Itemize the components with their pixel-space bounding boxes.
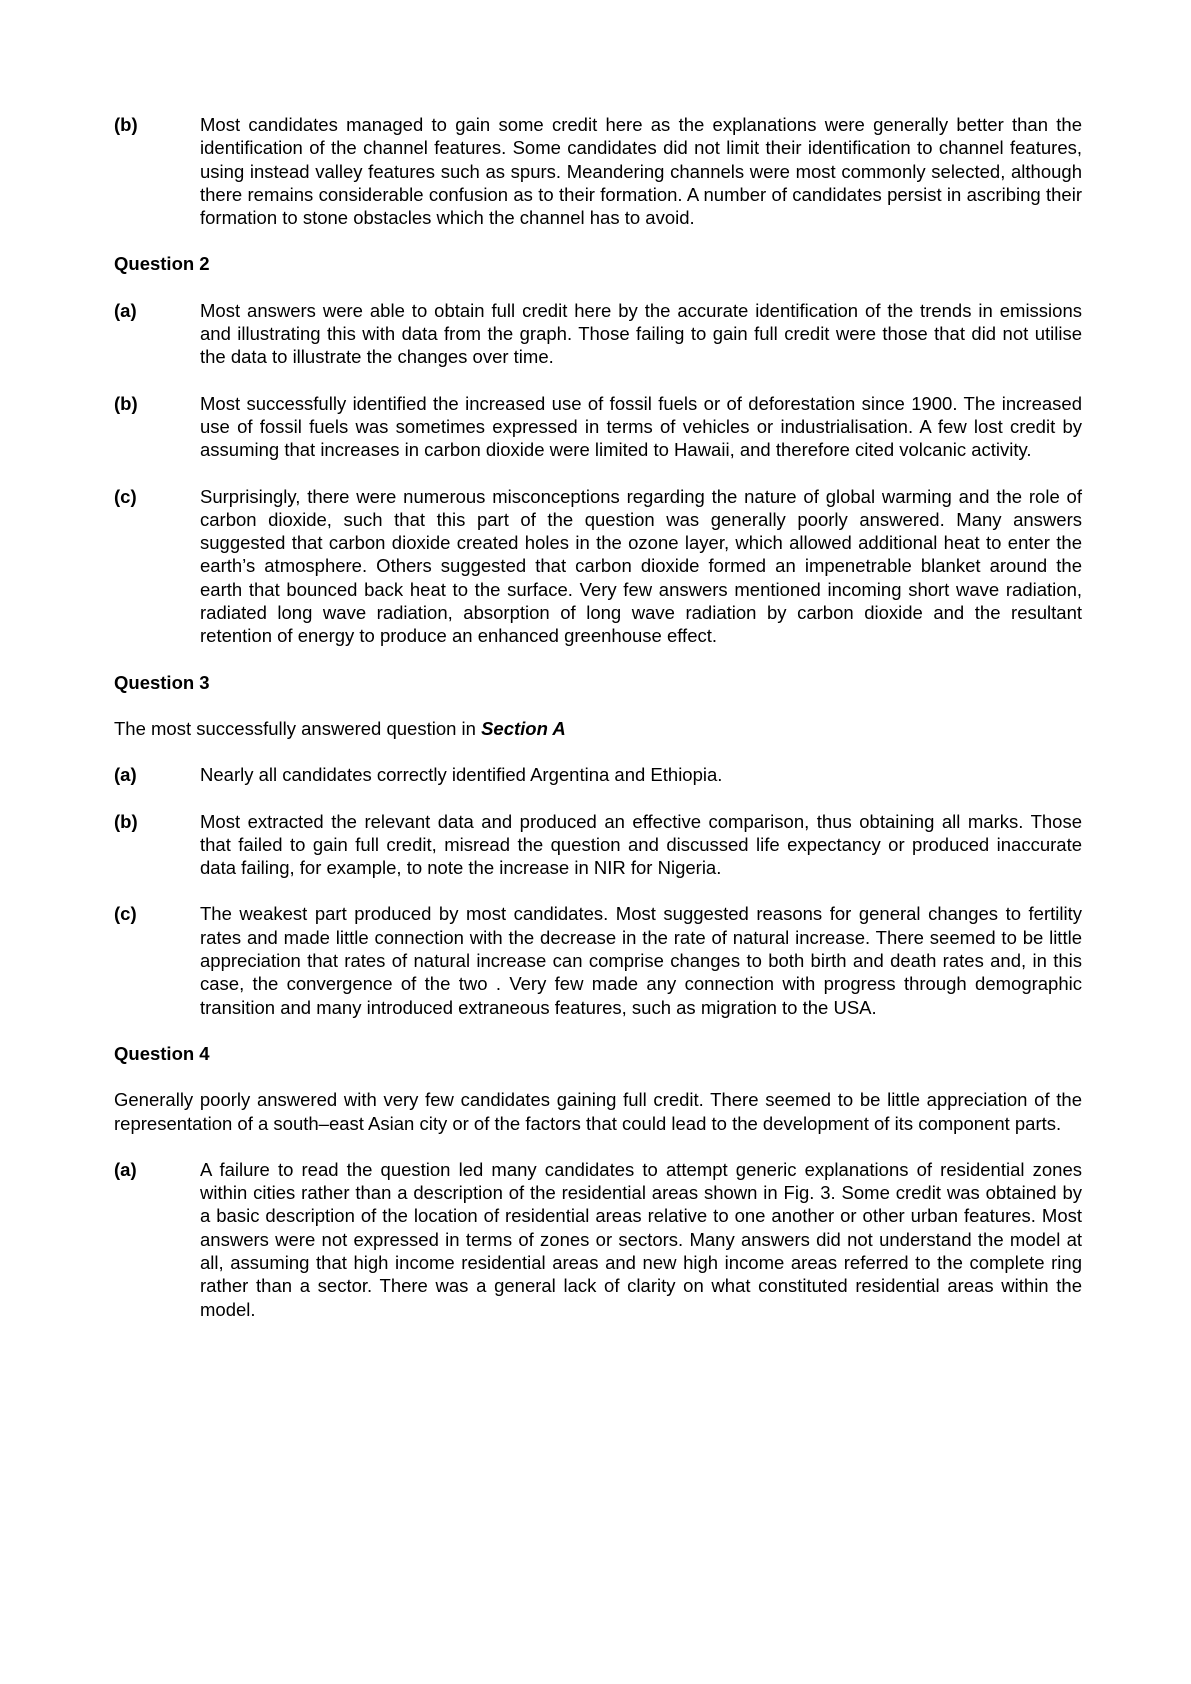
part-text: Surprisingly, there were numerous misconceptions regarding the nature of global warming and the role of carbon dioxide, such that this part of the question was generally poorly answered. Many answers suggested that carbon dioxide created holes in the ozone layer, which allowed additional heat to enter the earth’s atmosphere. Others suggested that carbon dioxide formed an impenetrable blanket around the earth that bounced back heat to the surface. Very few answers mentioned incoming short wave radiation, radiated long wave radiation, absorption of long wave radiation by carbon dioxide and the resultant retention of energy to produce an enhanced greenhouse effect. — [200, 485, 1082, 647]
part-text: A failure to read the question led many candidates to attempt generic explanations of residential zones within cities rather than a description of the residential areas shown in Fig. 3. Some credit was obtained by a basic description of the location of residential areas relative to one another or other urban features. Most answers were not expressed in terms of zones or sectors. Many answers did not understand the model at all, assuming that high income residential areas and new high income areas referred to the complete ring rather than a sector. There was a general lack of clarity on what constituted residential areas within the model. — [200, 1158, 1082, 1320]
part-label: (a) — [114, 1158, 137, 1180]
part-text: Most candidates managed to gain some credit here as the explanations were generally better than the identification of the channel features. Some candidates did not limit their identification to channel features, using instead valley features such as spurs. Meandering channels were most commonly selected, although there remains considerable confusion as to their formation. A number of candidates persist in ascribing their formation to stone obstacles which the channel has to avoid. — [200, 114, 1082, 229]
part-label: (b) — [114, 392, 138, 414]
part-text: Most answers were able to obtain full credit here by the accurate identification of the trends in emissions and illustrating this with data from the graph. Those failing to gain full credit were those that did not utilise the data to illustrate the changes over time. — [200, 299, 1082, 368]
part-label: (b) — [114, 114, 138, 135]
part-label: (a) — [114, 764, 137, 786]
q1-part-b — [114, 113, 1082, 229]
section-a-emphasis: Section A — [481, 717, 566, 739]
q3-part-a — [114, 763, 1082, 786]
intro-text: The most successfully answered question in — [114, 717, 482, 739]
q2-part-c — [114, 485, 1082, 648]
question-4-heading: Question 4 — [114, 1042, 210, 1064]
q3-part-b — [114, 810, 1082, 880]
part-label: (a) — [114, 299, 137, 321]
q2-part-b — [114, 392, 1082, 462]
q4-part-a — [114, 1158, 1082, 1321]
part-label: (b) — [114, 810, 138, 832]
question-3-intro — [114, 717, 1082, 740]
part-text: The weakest part produced by most candidates. Most suggested reasons for general changes to fertility rates and made little connection with the decrease in the rate of natural increase. There seemed to be little appreciation that rates of natural increase can comprise changes to both birth and death rates and, in this case, the convergence of the two . Very few made any connection with progress through demographic transition and many introduced extraneous features, such as migration to the USA. — [200, 903, 1082, 1018]
question-2-heading: Question 2 — [114, 253, 210, 275]
part-label: (c) — [114, 903, 137, 925]
question-4-intro: Generally poorly answered with very few candidates gaining full credit. There seemed to be little appreciation of the representation of a south–east Asian city or of the factors that could lead to the development of its component parts. — [114, 1089, 1082, 1134]
part-text: Most extracted the relevant data and produced an effective comparison, thus obtaining all marks. Those that failed to gain full credit, misread the question and discussed life expectancy or produced inaccurate data failing, for example, to note the increase in NIR for Nigeria. — [200, 810, 1082, 879]
document-page — [114, 113, 1082, 1344]
q3-part-c — [114, 902, 1082, 1018]
part-label: (c) — [114, 485, 137, 507]
question-3-heading: Question 3 — [114, 671, 210, 693]
part-text: Most successfully identified the increased use of fossil fuels or of deforestation since 1900. The increased use of fossil fuels was sometimes expressed in terms of vehicles or industrialisation. A few lost credit by assuming that increases in carbon dioxide were limited to Hawaii, and therefore cited volcanic activity. — [200, 392, 1082, 461]
q2-part-a — [114, 299, 1082, 369]
part-text: Nearly all candidates correctly identified Argentina and Ethiopia. — [200, 764, 723, 786]
